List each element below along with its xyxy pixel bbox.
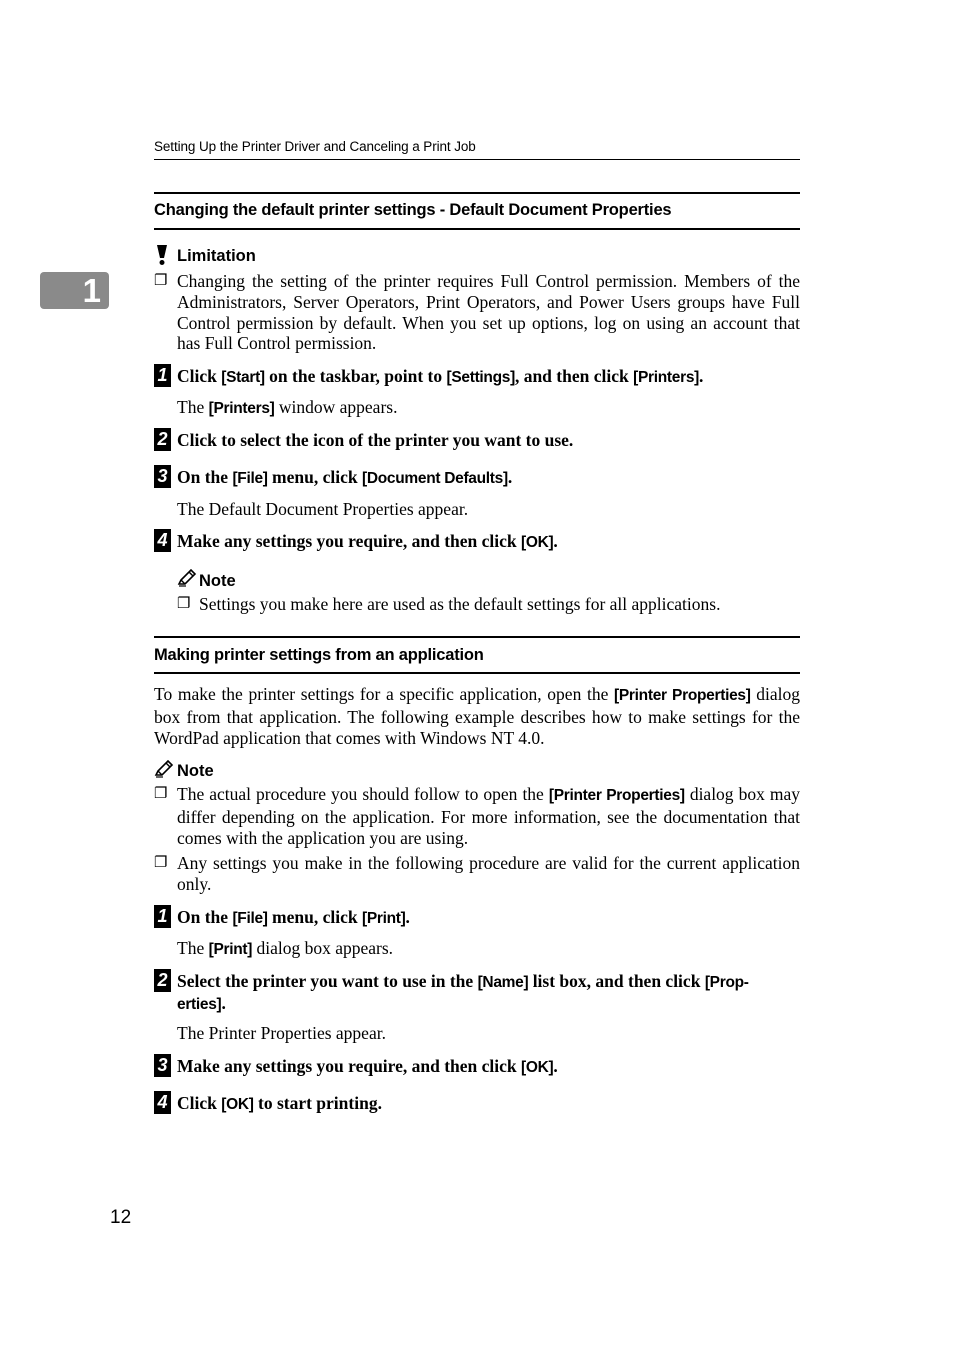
note-label: Note: [177, 762, 214, 780]
page-number: 12: [110, 1207, 132, 1228]
step: 3 Make any settings you require, and then click [OK].: [154, 1054, 800, 1080]
step-result: The Default Document Properties appear.: [177, 499, 469, 519]
note-label: Note: [199, 572, 236, 590]
pencil-icon: [177, 569, 197, 592]
step: 1 Click [Start] on the taskbar, point to [Settings], and then click [Printers].: [154, 364, 800, 390]
section-rule-bottom: [154, 672, 800, 674]
note-item: ❐ The actual procedure you should follow to open the [Printer Properties] dialog box may differ depending on the application. For more information, see the documentation that comes with the application you are using.: [154, 784, 800, 848]
step-result: The Printer Properties appear.: [177, 1023, 386, 1043]
step: 2 Click to select the icon of the printer you want to use.: [154, 428, 800, 454]
step-number: 1: [154, 364, 171, 387]
header-rule: [154, 159, 800, 160]
running-header: Setting Up the Printer Driver and Canceling a Print Job: [154, 139, 476, 154]
step-number: 2: [154, 969, 171, 992]
step: 4 Make any settings you require, and then click [OK].: [154, 529, 800, 555]
chapter-number: 1: [82, 272, 101, 309]
intro-paragraph: To make the printer settings for a specific application, open the [Printer Properties] dialog box from that application. The following example describes how to make settings for the WordPad application that comes with Windows NT 4.0.: [154, 684, 800, 748]
limitation-label: Limitation: [177, 247, 256, 265]
step-result: The [Printers] window appears.: [177, 397, 398, 417]
note-item: ❐ Settings you make here are used as the default settings for all applications.: [177, 594, 721, 614]
limitation-text: Changing the setting of the printer requires Full Control permission. Members of the Administrators, Server Operators, Print Operators, and Power Users groups have Full Control permission by default. When you set up options, log on using an account that has Full Control permission.: [177, 271, 800, 354]
step: 1 On the [File] menu, click [Print].: [154, 905, 800, 931]
settings-key: [Settings]: [446, 369, 515, 386]
step: 3 On the [File] menu, click [Document Defaults].: [154, 465, 800, 491]
step: 4 Click [OK] to start printing.: [154, 1091, 800, 1117]
step-number: 3: [154, 465, 171, 488]
section-heading: Making printer settings from an application: [154, 646, 484, 664]
exclamation-icon: [154, 244, 178, 268]
step-result: The [Print] dialog box appears.: [177, 938, 394, 958]
section-heading: Changing the default printer settings - Default Document Properties: [154, 201, 672, 219]
checkbox-bullet-icon: ❐: [154, 855, 168, 871]
step-number: 4: [154, 529, 171, 552]
step: 2 Select the printer you want to use in the [Name] list box, and then click [Prop- erties].: [154, 969, 800, 1019]
step-number: 1: [154, 905, 171, 928]
pencil-icon: [154, 760, 174, 783]
section-rule-top: [154, 636, 800, 638]
note-item: ❐ Any settings you make in the following procedure are valid for the current application only.: [154, 853, 800, 894]
checkbox-bullet-icon: ❐: [154, 273, 168, 289]
section-rule-bottom: [154, 228, 800, 230]
start-key: [Start]: [221, 369, 265, 386]
checkbox-bullet-icon: ❐: [177, 596, 191, 612]
checkbox-bullet-icon: ❐: [154, 786, 168, 802]
chapter-tab: [40, 272, 109, 309]
section-rule-top: [154, 192, 800, 194]
printers-key: [Printers]: [633, 369, 700, 386]
step-number: 2: [154, 428, 171, 451]
step-number: 4: [154, 1091, 171, 1114]
step-number: 3: [154, 1054, 171, 1077]
limitation-item: [154, 271, 800, 354]
